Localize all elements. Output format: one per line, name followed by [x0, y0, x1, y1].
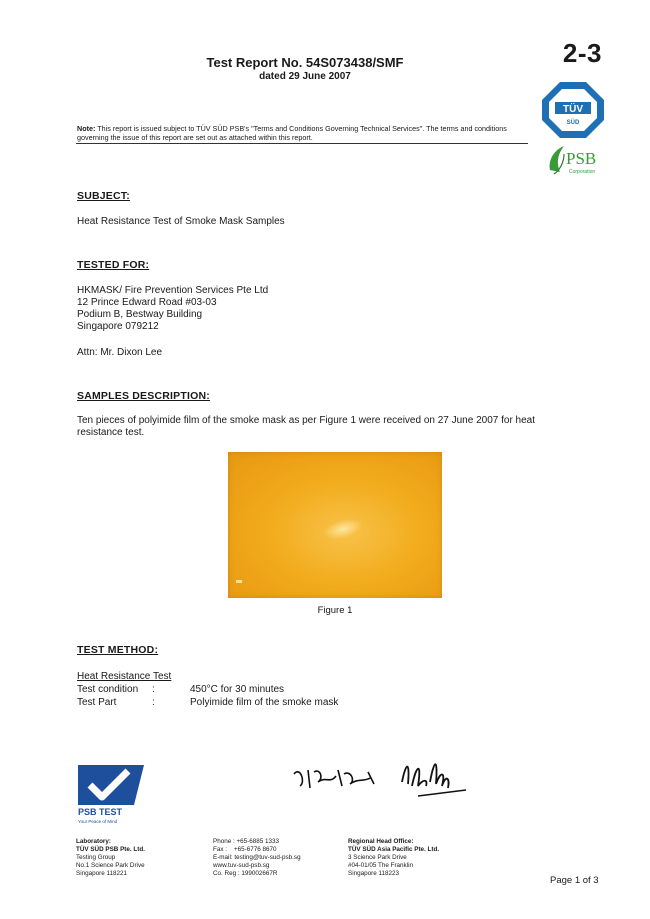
office-line: #04-01/05 The Franklin: [348, 862, 413, 869]
lab-line: Singapore 118221: [76, 870, 128, 877]
attention-line: Attn: Mr. Dixon Lee: [77, 347, 163, 358]
terms-note: [77, 124, 527, 142]
contact-line: Fax : +65-6776 8670: [213, 846, 277, 853]
contact-line: Phone : +65-6885 1333: [213, 838, 280, 845]
note-text: This report is issued subject to TÜV SÜD PSB's "Terms and Conditions Governing Technical Services". The terms and conditions governing the issue of this report are set out as attached within this report.: [77, 124, 507, 142]
lab-line: TÜV SÜD PSB Pte. Ltd.: [76, 846, 145, 853]
office-title: Regional Head Office:: [348, 838, 414, 845]
subject-text: Heat Resistance Test of Smoke Mask Samples: [77, 216, 285, 227]
client-line: Singapore 079212: [77, 321, 159, 332]
tuv-octagon-icon: [540, 80, 606, 140]
signatures: [290, 752, 470, 817]
contact-line: E-mail: testing@tuv-sud-psb.sg: [213, 854, 301, 861]
tuv-sud-logo: [540, 80, 606, 145]
client-line: HKMASK/ Fire Prevention Services Pte Ltd: [77, 285, 269, 296]
office-line: Singapore 118223: [348, 870, 400, 877]
report-title: Test Report No. 54S073438/SMF: [206, 55, 404, 70]
office-line: 3 Science Park Drive: [348, 854, 407, 861]
footer-head-office: [348, 838, 439, 878]
note-divider: [76, 143, 528, 144]
tested-for-heading: TESTED FOR:: [77, 259, 150, 271]
psb-test-tagline: Your Peace of Mind: [78, 819, 118, 824]
psb-logo: [544, 140, 608, 185]
psb-leaf-icon: [544, 140, 608, 180]
checkmark-icon: [76, 763, 146, 825]
lab-line: No.1 Science Park Drive: [76, 862, 145, 869]
psb-test-logo: [76, 763, 146, 830]
test-condition-label: Test condition: [77, 684, 139, 695]
samples-text-line1: Ten pieces of polyimide film of the smoke mask as per Figure 1 were received on 27 June 2007 for heat: [77, 415, 536, 426]
tuv-logo-sub: SÜD: [566, 120, 580, 126]
samples-heading: SAMPLES DESCRIPTION:: [77, 390, 210, 402]
report-date: dated 29 June 2007: [259, 71, 351, 82]
lab-line: Testing Group: [76, 854, 116, 861]
page-label: 2-3: [562, 38, 602, 68]
test-condition-value: 450°C for 30 minutes: [190, 684, 285, 695]
samples-text-line2: resistance test.: [77, 427, 145, 438]
test-part-label: Test Part: [77, 697, 117, 708]
photo-speck: [236, 580, 242, 583]
psb-test-text: PSB TEST: [78, 807, 123, 817]
tuv-logo-text: TÜV: [563, 104, 583, 115]
sample-photo: [228, 452, 442, 598]
test-method-subheading: Heat Resistance Test: [77, 671, 172, 682]
psb-logo-sub: Corporation: [569, 169, 596, 175]
test-method-heading: TEST METHOD:: [77, 644, 159, 656]
figure-caption: Figure 1: [317, 605, 353, 616]
signature-graphic: [290, 752, 470, 812]
footer-contact: [213, 838, 301, 878]
lab-title: Laboratory:: [76, 838, 111, 845]
footer-laboratory: [76, 838, 145, 878]
client-line: 12 Prince Edward Road #03-03: [77, 297, 217, 308]
test-condition-sep: :: [152, 684, 155, 695]
note-label: Note:: [77, 124, 96, 133]
test-part-value: Polyimide film of the smoke mask: [190, 697, 339, 708]
contact-line: Co. Reg : 199002667R: [213, 870, 278, 877]
subject-heading: SUBJECT:: [77, 190, 130, 202]
psb-logo-text: PSB: [566, 149, 597, 168]
office-line: TÜV SÜD Asia Pacific Pte. Ltd.: [348, 846, 440, 853]
client-line: Podium B, Bestway Building: [77, 309, 203, 320]
contact-line: www.tuv-sud-psb.sg: [213, 862, 270, 869]
page-number: Page 1 of 3: [550, 875, 599, 886]
test-part-sep: :: [152, 697, 155, 708]
photo-glare: [321, 515, 364, 543]
